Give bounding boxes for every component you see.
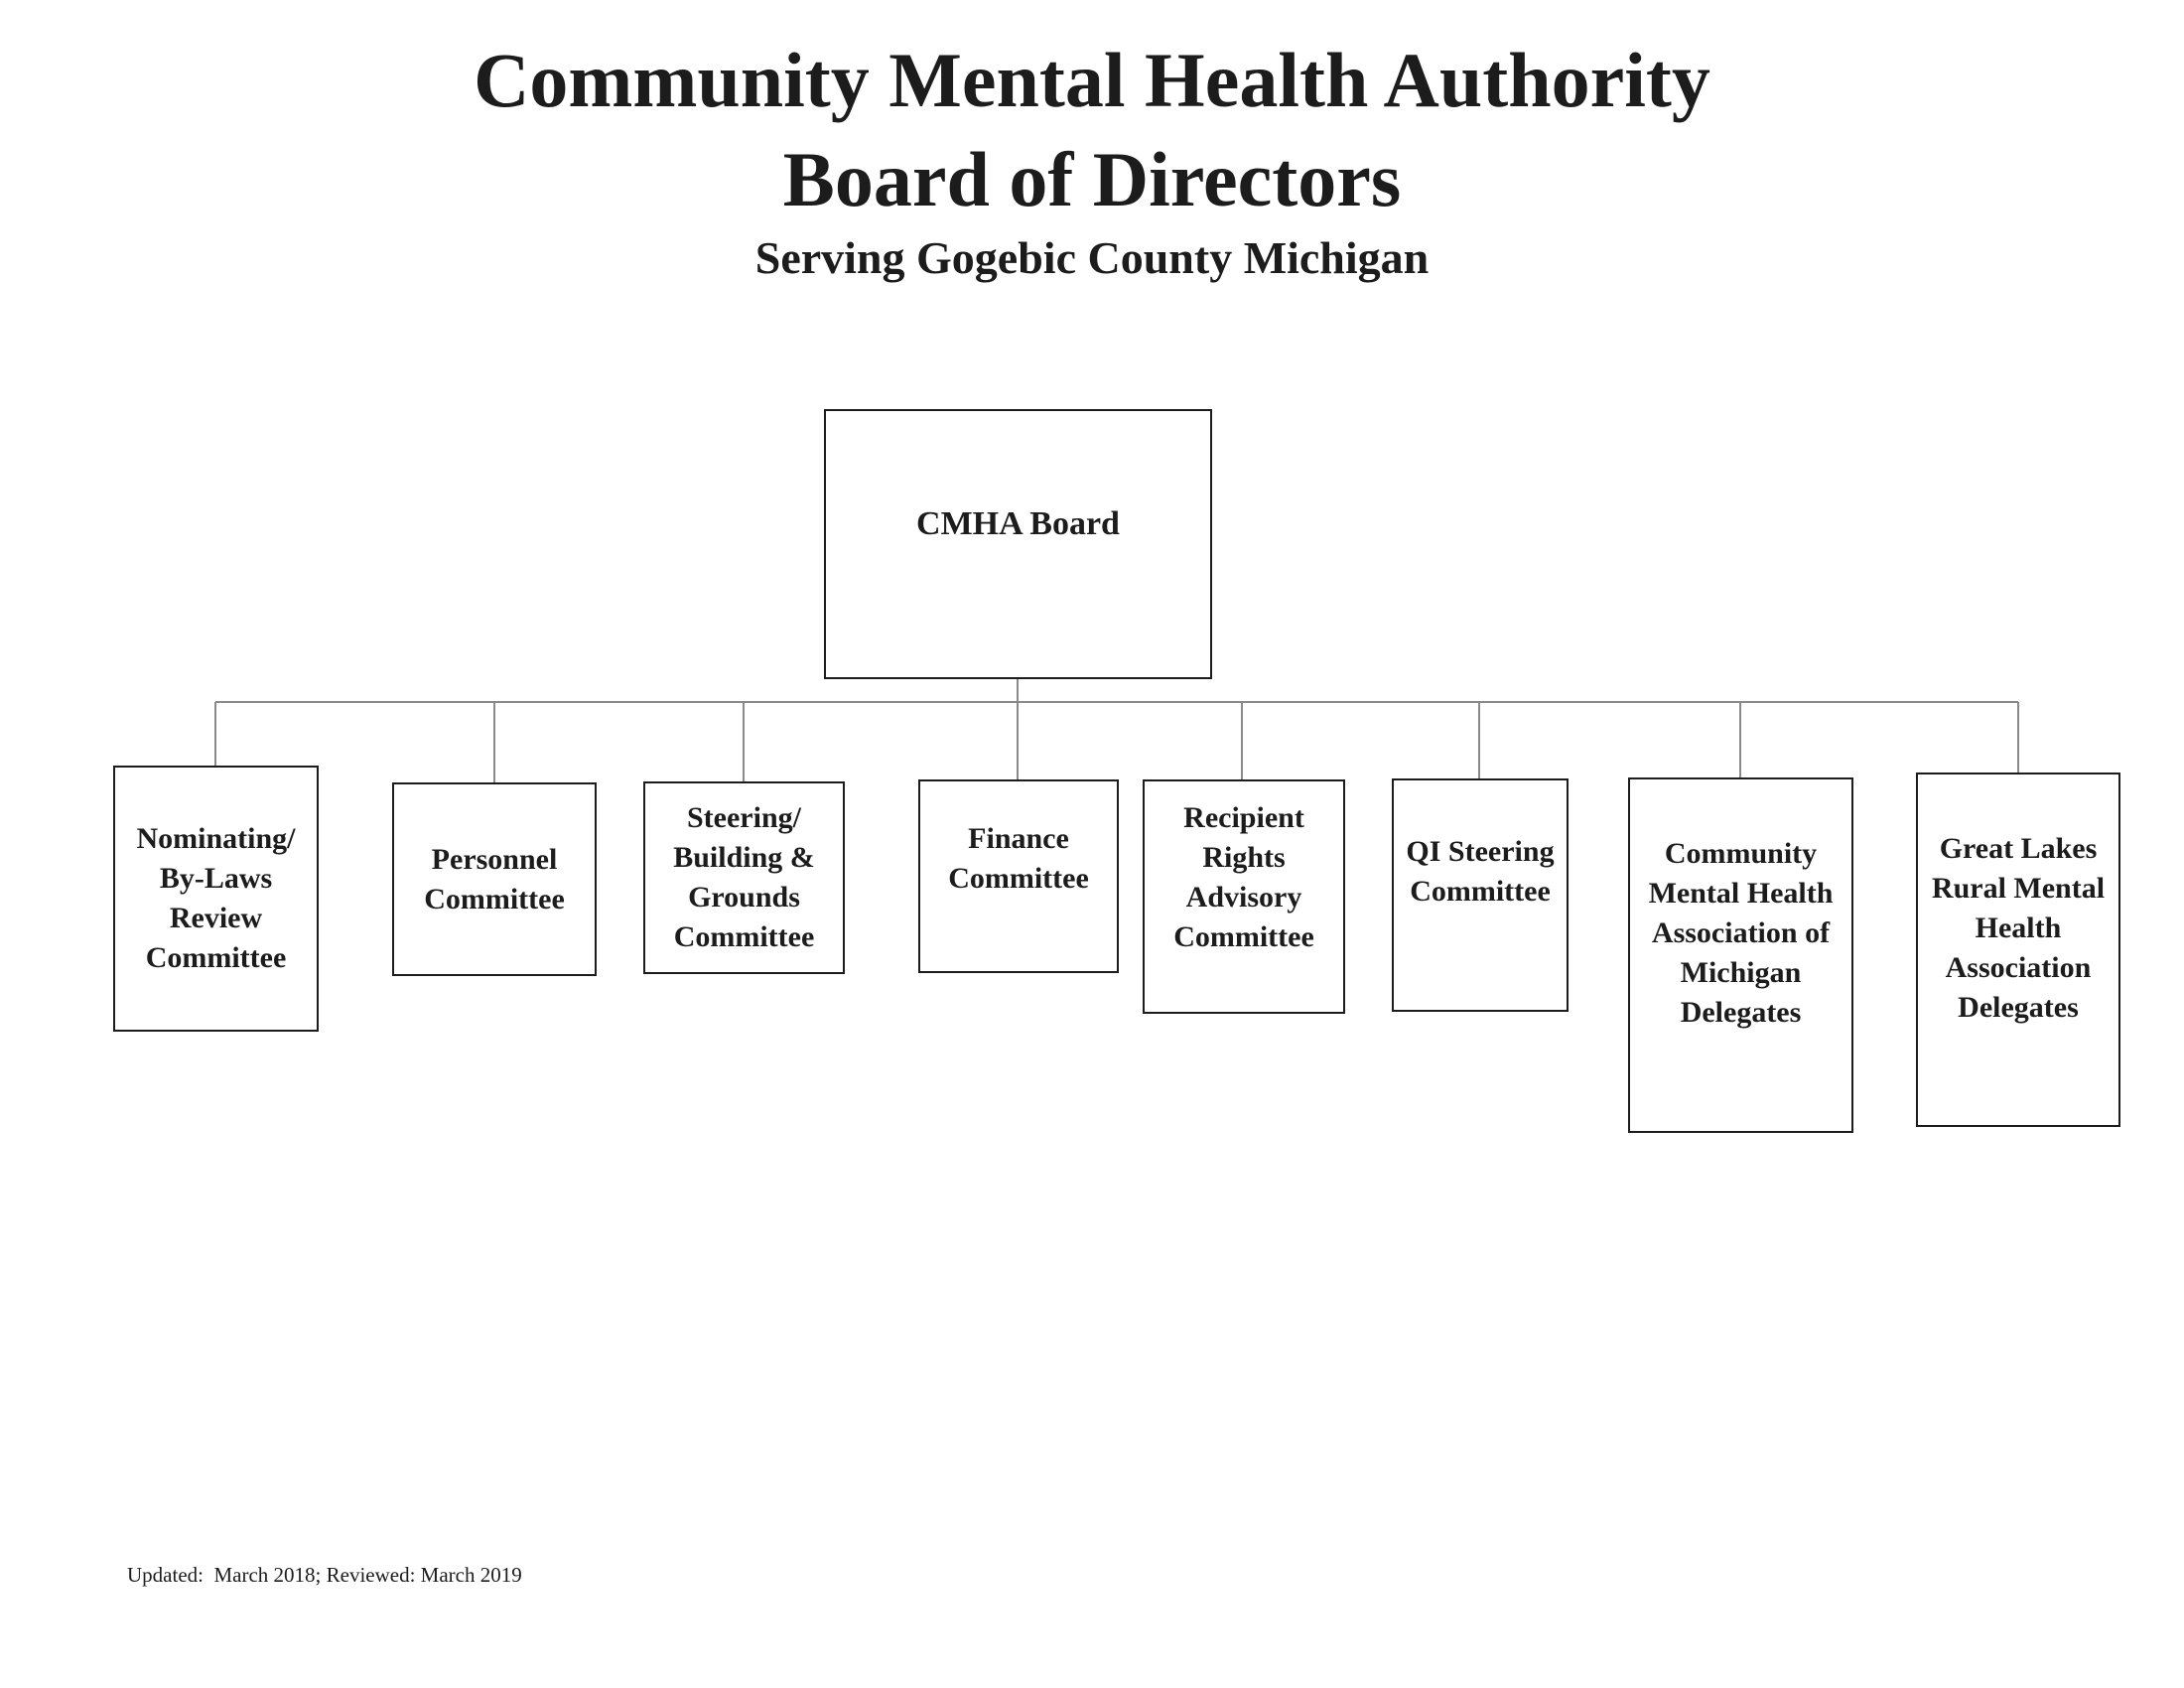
page-title-line-1: Community Mental Health Authority bbox=[474, 37, 1710, 123]
org-node-personnel-committee: Personnel Committee bbox=[392, 782, 597, 976]
org-node-nominating-bylaws-review-committee: Nominating/ By-Laws Review Committee bbox=[113, 766, 319, 1032]
org-node-cmha-board: CMHA Board bbox=[824, 409, 1212, 679]
update-note: Updated: March 2018; Reviewed: March 2019 bbox=[127, 1563, 522, 1587]
org-node-steering-building-grounds-committee: Steering/ Building & Grounds Committee bbox=[643, 781, 845, 974]
org-node-finance-committee: Finance Committee bbox=[918, 779, 1119, 973]
org-node-cmham-delegates: Community Mental Health Association of Michigan Delegates bbox=[1628, 777, 1853, 1133]
org-node-qi-steering-committee: QI Steering Committee bbox=[1392, 778, 1569, 1012]
page-subtitle: Serving Gogebic County Michigan bbox=[754, 232, 1430, 283]
org-node-great-lakes-delegates: Great Lakes Rural Mental Health Association Delegates bbox=[1916, 773, 2120, 1127]
org-node-recipient-rights-advisory-committee: Recipient Rights Advisory Committee bbox=[1143, 779, 1345, 1014]
page-title-line-2: Board of Directors bbox=[782, 136, 1402, 222]
